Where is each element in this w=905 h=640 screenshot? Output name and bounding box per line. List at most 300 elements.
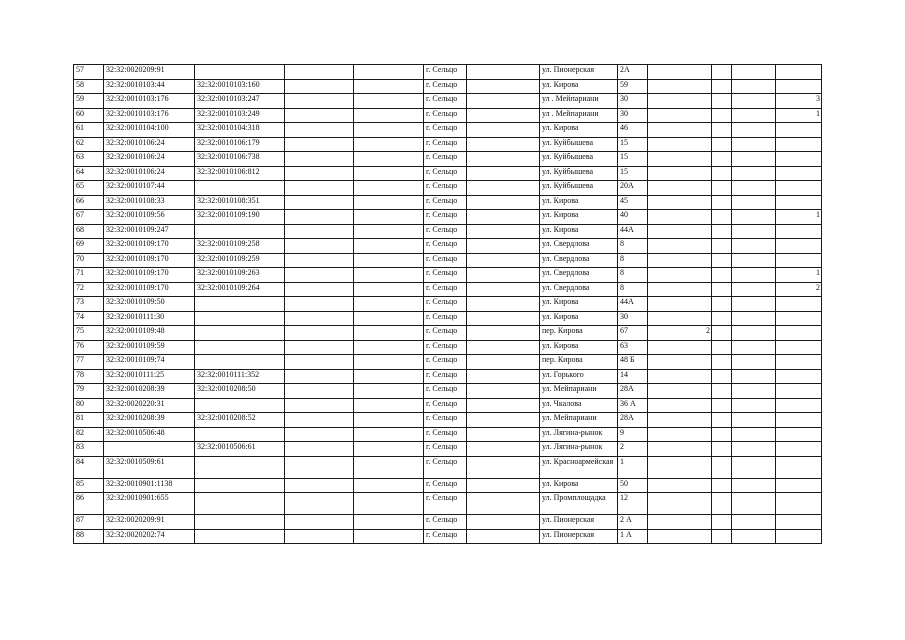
empty-cell xyxy=(732,326,776,341)
empty-cell xyxy=(285,210,354,225)
row-number-cell: 73 xyxy=(74,297,104,312)
city-cell: г. Сельцо xyxy=(424,427,467,442)
house-number-cell: 28А xyxy=(618,413,648,428)
value-cell xyxy=(648,65,712,80)
value-cell xyxy=(776,384,822,399)
empty-cell xyxy=(467,79,540,94)
empty-cell xyxy=(712,340,732,355)
value-cell xyxy=(648,427,712,442)
house-number-cell: 8 xyxy=(618,282,648,297)
table-row xyxy=(74,493,822,515)
street-cell: ул . Мейпариани xyxy=(540,94,618,109)
table-row xyxy=(74,65,822,80)
house-number-cell: 46 xyxy=(618,123,648,138)
row-number-cell: 87 xyxy=(74,515,104,530)
empty-cell xyxy=(467,515,540,530)
value-cell xyxy=(776,413,822,428)
value-cell xyxy=(648,369,712,384)
table-row xyxy=(74,195,822,210)
city-cell: г. Сельцо xyxy=(424,355,467,370)
value-cell xyxy=(776,427,822,442)
house-number-cell: 8 xyxy=(618,239,648,254)
table-row xyxy=(74,181,822,196)
row-number-cell: 66 xyxy=(74,195,104,210)
street-cell: ул. Свердлова xyxy=(540,253,618,268)
empty-cell xyxy=(354,384,424,399)
empty-cell xyxy=(285,529,354,544)
empty-cell xyxy=(732,427,776,442)
empty-cell xyxy=(285,253,354,268)
linked-cadastral-number-cell xyxy=(195,515,285,530)
linked-cadastral-number-cell xyxy=(195,181,285,196)
value-cell xyxy=(776,181,822,196)
empty-cell xyxy=(712,529,732,544)
row-number-cell: 67 xyxy=(74,210,104,225)
empty-cell xyxy=(732,515,776,530)
house-number-cell: 12 xyxy=(618,493,648,515)
house-number-cell: 9 xyxy=(618,427,648,442)
empty-cell xyxy=(712,137,732,152)
empty-cell xyxy=(712,427,732,442)
empty-cell xyxy=(712,210,732,225)
cadastral-number-cell: 32:32:0010107:44 xyxy=(104,181,195,196)
table-row xyxy=(74,108,822,123)
linked-cadastral-number-cell: 32:32:0010208:52 xyxy=(195,413,285,428)
empty-cell xyxy=(712,297,732,312)
linked-cadastral-number-cell xyxy=(195,427,285,442)
value-cell xyxy=(776,239,822,254)
row-number-cell: 60 xyxy=(74,108,104,123)
house-number-cell: 20А xyxy=(618,181,648,196)
cadastral-number-cell: 32:32:0010106:24 xyxy=(104,166,195,181)
empty-cell xyxy=(712,253,732,268)
value-cell xyxy=(648,413,712,428)
empty-cell xyxy=(732,137,776,152)
table-row xyxy=(74,94,822,109)
empty-cell xyxy=(712,398,732,413)
linked-cadastral-number-cell xyxy=(195,493,285,515)
city-cell: г. Сельцо xyxy=(424,297,467,312)
empty-cell xyxy=(732,224,776,239)
row-number-cell: 78 xyxy=(74,369,104,384)
cadastral-number-cell: 32:32:0010103:176 xyxy=(104,94,195,109)
empty-cell xyxy=(712,108,732,123)
empty-cell xyxy=(732,239,776,254)
empty-cell xyxy=(732,195,776,210)
empty-cell xyxy=(285,79,354,94)
empty-cell xyxy=(712,442,732,457)
empty-cell xyxy=(354,413,424,428)
empty-cell xyxy=(467,478,540,493)
cadastral-number-cell: 32:32:0020209:91 xyxy=(104,515,195,530)
street-cell: ул. Красноармейская xyxy=(540,456,618,478)
value-cell: 2 xyxy=(648,326,712,341)
value-cell xyxy=(648,398,712,413)
empty-cell xyxy=(285,413,354,428)
linked-cadastral-number-cell: 32:32:0010106:812 xyxy=(195,166,285,181)
street-cell: ул. Лягина-рынок xyxy=(540,442,618,457)
cadastral-number-cell: 32:32:0010109:247 xyxy=(104,224,195,239)
house-number-cell: 8 xyxy=(618,253,648,268)
value-cell xyxy=(648,166,712,181)
empty-cell xyxy=(712,282,732,297)
row-number-cell: 79 xyxy=(74,384,104,399)
linked-cadastral-number-cell xyxy=(195,529,285,544)
empty-cell xyxy=(354,210,424,225)
linked-cadastral-number-cell: 32:32:0010103:249 xyxy=(195,108,285,123)
linked-cadastral-number-cell xyxy=(195,398,285,413)
cadastral-number-cell: 32:32:0010106:24 xyxy=(104,152,195,167)
linked-cadastral-number-cell: 32:32:0010109:190 xyxy=(195,210,285,225)
street-cell: ул. Пионерская xyxy=(540,529,618,544)
empty-cell xyxy=(732,297,776,312)
empty-cell xyxy=(732,268,776,283)
empty-cell xyxy=(285,355,354,370)
empty-cell xyxy=(732,478,776,493)
empty-cell xyxy=(285,456,354,478)
row-number-cell: 82 xyxy=(74,427,104,442)
street-cell: ул. Кирова xyxy=(540,195,618,210)
value-cell xyxy=(648,195,712,210)
street-cell: ул. Свердлова xyxy=(540,268,618,283)
street-cell: ул. Пионерская xyxy=(540,515,618,530)
empty-cell xyxy=(712,369,732,384)
empty-cell xyxy=(354,166,424,181)
empty-cell xyxy=(712,152,732,167)
city-cell: г. Сельцо xyxy=(424,195,467,210)
value-cell xyxy=(776,79,822,94)
empty-cell xyxy=(732,181,776,196)
cadastral-number-cell: 32:32:0010109:170 xyxy=(104,282,195,297)
city-cell: г. Сельцо xyxy=(424,398,467,413)
value-cell xyxy=(776,297,822,312)
linked-cadastral-number-cell xyxy=(195,297,285,312)
empty-cell xyxy=(354,282,424,297)
street-cell: ул. Мейпариани xyxy=(540,384,618,399)
value-cell xyxy=(648,355,712,370)
cadastral-number-cell: 32:32:0020220:31 xyxy=(104,398,195,413)
empty-cell xyxy=(732,398,776,413)
city-cell: г. Сельцо xyxy=(424,79,467,94)
empty-cell xyxy=(354,515,424,530)
empty-cell xyxy=(354,529,424,544)
empty-cell xyxy=(467,137,540,152)
city-cell: г. Сельцо xyxy=(424,239,467,254)
cadastral-number-cell: 32:32:0010103:44 xyxy=(104,79,195,94)
empty-cell xyxy=(712,478,732,493)
cadastral-number-cell: 32:32:0010901:1138 xyxy=(104,478,195,493)
empty-cell xyxy=(354,493,424,515)
value-cell xyxy=(648,239,712,254)
empty-cell xyxy=(285,65,354,80)
cadastral-number-cell: 32:32:0010109:74 xyxy=(104,355,195,370)
value-cell xyxy=(776,515,822,530)
empty-cell xyxy=(467,152,540,167)
table-body xyxy=(74,65,822,544)
cadastral-number-cell: 32:32:0010103:176 xyxy=(104,108,195,123)
table-row xyxy=(74,398,822,413)
city-cell: г. Сельцо xyxy=(424,166,467,181)
empty-cell xyxy=(285,282,354,297)
empty-cell xyxy=(354,108,424,123)
empty-cell xyxy=(354,398,424,413)
table-row xyxy=(74,79,822,94)
city-cell: г. Сельцо xyxy=(424,94,467,109)
value-cell xyxy=(648,123,712,138)
empty-cell xyxy=(285,181,354,196)
row-number-cell: 81 xyxy=(74,413,104,428)
street-cell: ул. Кирова xyxy=(540,311,618,326)
table-row xyxy=(74,326,822,341)
city-cell: г. Сельцо xyxy=(424,282,467,297)
empty-cell xyxy=(732,384,776,399)
empty-cell xyxy=(467,297,540,312)
street-cell: ул. Куйбышева xyxy=(540,166,618,181)
empty-cell xyxy=(712,493,732,515)
value-cell xyxy=(776,137,822,152)
table-row xyxy=(74,529,822,544)
empty-cell xyxy=(712,239,732,254)
cadastral-number-cell: 32:32:0010104:100 xyxy=(104,123,195,138)
value-cell xyxy=(776,195,822,210)
cadastral-number-cell: 32:32:0010109:170 xyxy=(104,253,195,268)
cadastral-number-cell xyxy=(104,442,195,457)
value-cell xyxy=(648,94,712,109)
cadastral-number-cell: 32:32:0010901:655 xyxy=(104,493,195,515)
table-row xyxy=(74,340,822,355)
cadastral-number-cell: 32:32:0010111:25 xyxy=(104,369,195,384)
linked-cadastral-number-cell: 32:32:0010104:318 xyxy=(195,123,285,138)
empty-cell xyxy=(467,398,540,413)
linked-cadastral-number-cell: 32:32:0010108:351 xyxy=(195,195,285,210)
empty-cell xyxy=(285,108,354,123)
row-number-cell: 74 xyxy=(74,311,104,326)
value-cell xyxy=(648,137,712,152)
value-cell xyxy=(776,152,822,167)
street-cell: пер. Кирова xyxy=(540,326,618,341)
cadastral-number-cell: 32:32:0010109:56 xyxy=(104,210,195,225)
value-cell xyxy=(648,478,712,493)
city-cell: г. Сельцо xyxy=(424,253,467,268)
empty-cell xyxy=(285,340,354,355)
empty-cell xyxy=(467,253,540,268)
empty-cell xyxy=(467,195,540,210)
table-row xyxy=(74,210,822,225)
empty-cell xyxy=(285,297,354,312)
house-number-cell: 50 xyxy=(618,478,648,493)
table-row xyxy=(74,311,822,326)
empty-cell xyxy=(712,311,732,326)
linked-cadastral-number-cell: 32:32:0010103:247 xyxy=(195,94,285,109)
table-row xyxy=(74,369,822,384)
empty-cell xyxy=(354,369,424,384)
house-number-cell: 63 xyxy=(618,340,648,355)
cadastral-number-cell: 32:32:0010208:39 xyxy=(104,413,195,428)
value-cell xyxy=(776,253,822,268)
empty-cell xyxy=(354,152,424,167)
empty-cell xyxy=(354,340,424,355)
city-cell: г. Сельцо xyxy=(424,108,467,123)
table-row xyxy=(74,123,822,138)
linked-cadastral-number-cell: 32:32:0010109:259 xyxy=(195,253,285,268)
city-cell: г. Сельцо xyxy=(424,152,467,167)
value-cell xyxy=(776,166,822,181)
empty-cell xyxy=(354,195,424,210)
value-cell xyxy=(776,224,822,239)
street-cell: ул. Чкалова xyxy=(540,398,618,413)
empty-cell xyxy=(712,456,732,478)
cadastral-number-cell: 32:32:0010106:24 xyxy=(104,137,195,152)
empty-cell xyxy=(732,282,776,297)
empty-cell xyxy=(732,340,776,355)
linked-cadastral-number-cell xyxy=(195,456,285,478)
row-number-cell: 88 xyxy=(74,529,104,544)
linked-cadastral-number-cell: 32:32:0010106:179 xyxy=(195,137,285,152)
empty-cell xyxy=(285,239,354,254)
cadastral-number-cell: 32:32:0010108:33 xyxy=(104,195,195,210)
table-row xyxy=(74,253,822,268)
cadastral-register-table xyxy=(73,64,822,544)
value-cell xyxy=(776,529,822,544)
cadastral-number-cell: 32:32:0010509:61 xyxy=(104,456,195,478)
street-cell: ул. Свердлова xyxy=(540,282,618,297)
city-cell: г. Сельцо xyxy=(424,493,467,515)
empty-cell xyxy=(354,427,424,442)
city-cell: г. Сельцо xyxy=(424,515,467,530)
street-cell: ул. Мейпариани xyxy=(540,413,618,428)
street-cell: ул. Промплощадка xyxy=(540,493,618,515)
empty-cell xyxy=(712,224,732,239)
empty-cell xyxy=(712,195,732,210)
city-cell: г. Сельцо xyxy=(424,413,467,428)
street-cell: ул. Куйбышева xyxy=(540,181,618,196)
empty-cell xyxy=(467,282,540,297)
empty-cell xyxy=(354,137,424,152)
empty-cell xyxy=(732,442,776,457)
street-cell: ул. Кирова xyxy=(540,79,618,94)
cadastral-number-cell: 32:32:0010109:50 xyxy=(104,297,195,312)
row-number-cell: 76 xyxy=(74,340,104,355)
empty-cell xyxy=(354,297,424,312)
value-cell xyxy=(776,326,822,341)
value-cell: 1 xyxy=(776,210,822,225)
value-cell xyxy=(648,210,712,225)
row-number-cell: 84 xyxy=(74,456,104,478)
linked-cadastral-number-cell xyxy=(195,340,285,355)
empty-cell xyxy=(354,123,424,138)
empty-cell xyxy=(285,224,354,239)
cadastral-number-cell: 32:32:0010208:39 xyxy=(104,384,195,399)
value-cell xyxy=(648,384,712,399)
empty-cell xyxy=(467,355,540,370)
value-cell xyxy=(648,282,712,297)
table-row xyxy=(74,427,822,442)
cadastral-number-cell: 32:32:0010109:170 xyxy=(104,268,195,283)
value-cell xyxy=(776,456,822,478)
empty-cell xyxy=(354,355,424,370)
empty-cell xyxy=(467,529,540,544)
value-cell xyxy=(776,478,822,493)
value-cell: 1 xyxy=(776,108,822,123)
value-cell xyxy=(776,123,822,138)
linked-cadastral-number-cell: 32:32:0010109:258 xyxy=(195,239,285,254)
house-number-cell: 1 xyxy=(618,456,648,478)
value-cell xyxy=(776,369,822,384)
row-number-cell: 69 xyxy=(74,239,104,254)
empty-cell xyxy=(712,515,732,530)
city-cell: г. Сельцо xyxy=(424,268,467,283)
value-cell xyxy=(648,340,712,355)
house-number-cell: 15 xyxy=(618,152,648,167)
empty-cell xyxy=(712,123,732,138)
house-number-cell: 40 xyxy=(618,210,648,225)
linked-cadastral-number-cell: 32:32:0010109:264 xyxy=(195,282,285,297)
empty-cell xyxy=(732,166,776,181)
empty-cell xyxy=(354,456,424,478)
table-row xyxy=(74,413,822,428)
empty-cell xyxy=(712,65,732,80)
empty-cell xyxy=(285,515,354,530)
value-cell: 1 xyxy=(776,268,822,283)
linked-cadastral-number-cell: 32:32:0010103:160 xyxy=(195,79,285,94)
empty-cell xyxy=(732,108,776,123)
house-number-cell: 8 xyxy=(618,268,648,283)
empty-cell xyxy=(467,239,540,254)
empty-cell xyxy=(285,493,354,515)
row-number-cell: 86 xyxy=(74,493,104,515)
linked-cadastral-number-cell: 32:32:0010208:50 xyxy=(195,384,285,399)
city-cell: г. Сельцо xyxy=(424,65,467,80)
empty-cell xyxy=(285,384,354,399)
table-row xyxy=(74,166,822,181)
value-cell xyxy=(648,311,712,326)
empty-cell xyxy=(712,94,732,109)
city-cell: г. Сельцо xyxy=(424,210,467,225)
empty-cell xyxy=(354,94,424,109)
value-cell xyxy=(648,108,712,123)
empty-cell xyxy=(732,413,776,428)
house-number-cell: 15 xyxy=(618,166,648,181)
empty-cell xyxy=(467,268,540,283)
empty-cell xyxy=(285,311,354,326)
linked-cadastral-number-cell xyxy=(195,326,285,341)
cadastral-number-cell: 32:32:0010111:30 xyxy=(104,311,195,326)
empty-cell xyxy=(467,340,540,355)
linked-cadastral-number-cell xyxy=(195,224,285,239)
linked-cadastral-number-cell: 32:32:0010506:61 xyxy=(195,442,285,457)
empty-cell xyxy=(467,224,540,239)
empty-cell xyxy=(354,311,424,326)
empty-cell xyxy=(467,210,540,225)
empty-cell xyxy=(732,369,776,384)
city-cell: г. Сельцо xyxy=(424,369,467,384)
house-number-cell: 1 А xyxy=(618,529,648,544)
row-number-cell: 77 xyxy=(74,355,104,370)
empty-cell xyxy=(712,413,732,428)
empty-cell xyxy=(732,65,776,80)
empty-cell xyxy=(467,369,540,384)
house-number-cell: 30 xyxy=(618,311,648,326)
table-row xyxy=(74,224,822,239)
city-cell: г. Сельцо xyxy=(424,224,467,239)
house-number-cell: 48 Б xyxy=(618,355,648,370)
house-number-cell: 44А xyxy=(618,297,648,312)
table-row xyxy=(74,239,822,254)
empty-cell xyxy=(285,369,354,384)
city-cell: г. Сельцо xyxy=(424,384,467,399)
value-cell xyxy=(776,65,822,80)
value-cell xyxy=(648,442,712,457)
